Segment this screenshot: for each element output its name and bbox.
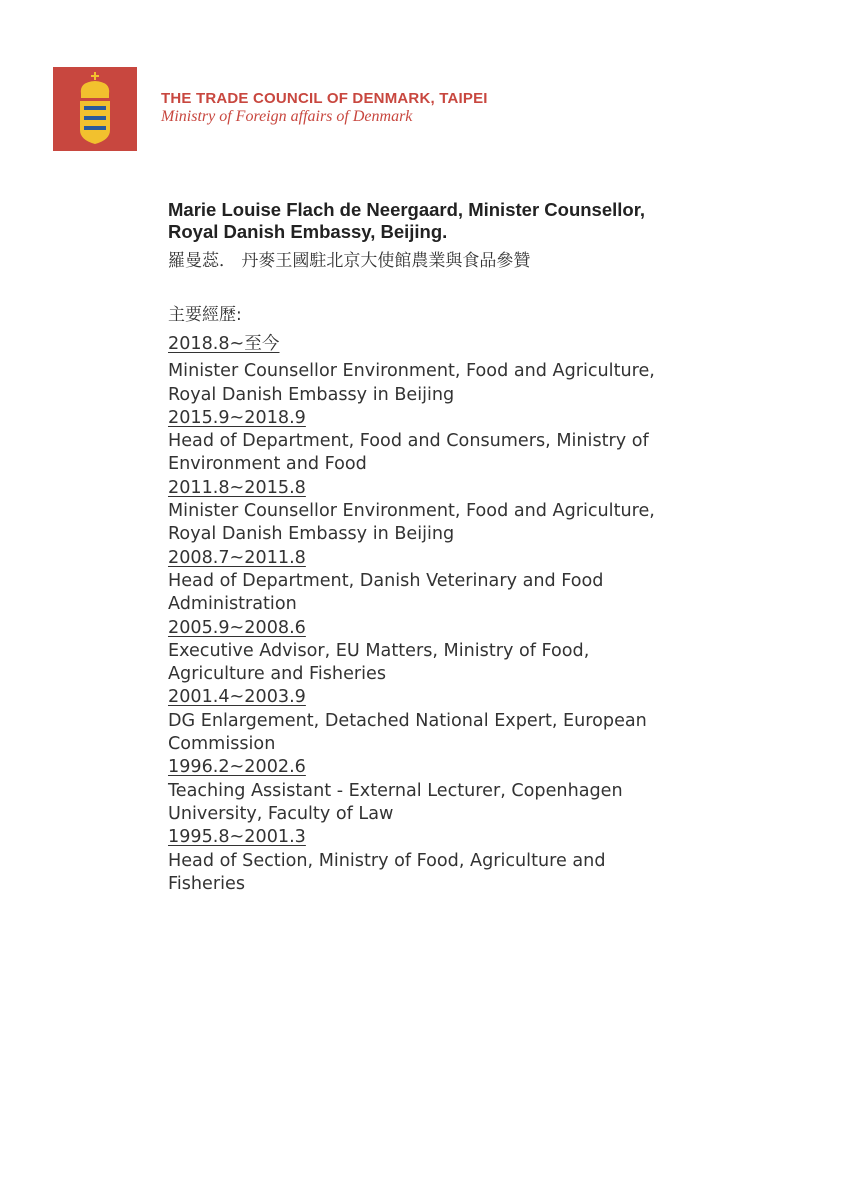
career-date: 2015.9~2018.9 <box>168 407 306 428</box>
career-description-line: Administration <box>168 594 297 615</box>
org-subtitle: Ministry of Foreign affairs of Denmark <box>161 108 413 125</box>
career-description-line: Minister Counsellor Environment, Food and Agriculture, <box>168 501 655 522</box>
career-description-line: Head of Department, Food and Consumers, Ministry of <box>168 431 649 452</box>
career-description-line: Agriculture and Fisheries <box>168 664 387 685</box>
career-entry <box>168 333 655 407</box>
career-description-line: Teaching Assistant - External Lecturer, Copenhagen <box>168 780 623 801</box>
career-date: 1995.8~2001.3 <box>168 827 306 848</box>
career-entry <box>168 617 655 687</box>
career-entry <box>168 756 655 826</box>
royal-crest-icon <box>75 72 115 146</box>
career-description-line: Head of Section, Ministry of Food, Agriculture and <box>168 850 606 871</box>
career-list <box>168 333 655 896</box>
career-date: 2018.8~至今 <box>168 334 280 354</box>
person-name-title: Marie Louise Flach de Neergaard, Minister Counsellor, <box>168 199 646 220</box>
career-description-line: DG Enlargement, Detached National Expert, European <box>168 710 647 731</box>
person-heading <box>168 199 645 243</box>
org-header <box>161 90 488 126</box>
career-description-line: Environment and Food <box>168 454 367 475</box>
career-date: 2005.9~2008.6 <box>168 617 306 638</box>
career-description-line: Minister Counsellor Environment, Food and Agriculture, <box>168 361 655 382</box>
embassy-logo <box>53 67 137 151</box>
person-affiliation: Royal Danish Embassy, Beijing. <box>168 221 448 242</box>
career-description-line: Royal Danish Embassy in Beijing <box>168 524 455 545</box>
career-entry <box>168 686 655 756</box>
career-description-line: Commission <box>168 734 276 755</box>
career-entry <box>168 826 655 896</box>
career-description-line: Head of Department, Danish Veterinary and Food <box>168 570 604 591</box>
career-description-line: University, Faculty of Law <box>168 803 394 824</box>
career-description-line: Royal Danish Embassy in Beijing <box>168 384 455 405</box>
career-date: 2011.8~2015.8 <box>168 477 306 498</box>
career-description-line: Executive Advisor, EU Matters, Ministry of Food, <box>168 640 590 661</box>
section-label: 主要經歷: <box>168 305 242 325</box>
career-date: 2001.4~2003.9 <box>168 687 306 708</box>
career-entry <box>168 407 655 477</box>
career-entry <box>168 547 655 617</box>
org-name: THE TRADE COUNCIL OF DENMARK, TAIPEI <box>161 90 488 107</box>
career-entry <box>168 477 655 547</box>
career-date: 1996.2~2002.6 <box>168 757 306 778</box>
career-description-line: Fisheries <box>168 873 245 894</box>
person-chinese-title: 羅曼蕊． 丹麥王國駐北京大使館農業與食品參贊 <box>168 251 531 271</box>
career-date: 2008.7~2011.8 <box>168 547 306 568</box>
